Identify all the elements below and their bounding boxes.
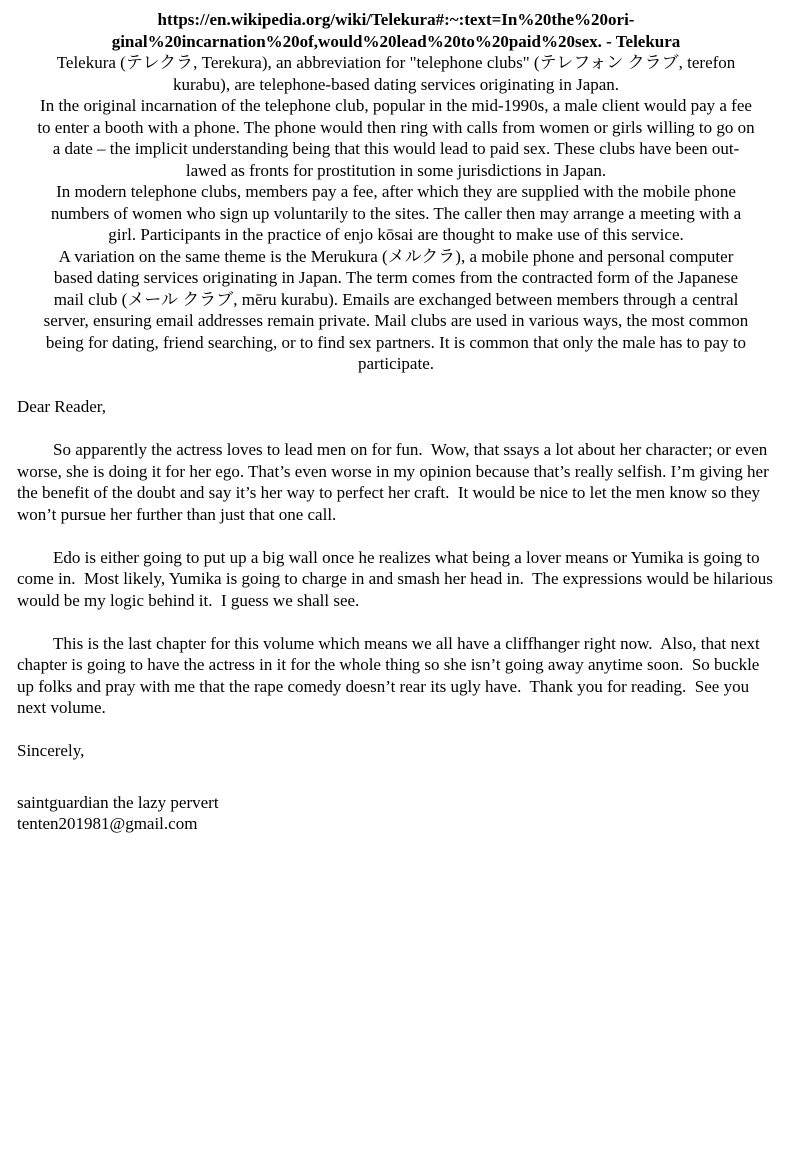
excerpt-line: to enter a booth with a phone. The phone would then ring with calls from women or girls willing to go on — [37, 117, 755, 137]
letter-paragraph-1: So apparently the actress loves to lead men on for fun. Wow, that ssays a lot about her character; or even worse, she is doing it for her ego. That’s even worse in my opinion because that’s really selfish. I’m giving her the benefit of the doubt and say it’s her way to perfect her craft. It would be nice to let the men know so they won’t pursue her further than just that one call. — [17, 440, 769, 524]
excerpt-line: girl. Participants in the practice of enjo kōsai are thought to make use of this service. — [108, 225, 684, 244]
excerpt-line: Telekura (テレクラ, Terekura), an abbreviation for "telephone clubs" (テレフォン クラブ, terefon — [56, 53, 736, 72]
wikipedia-excerpt-block — [17, 9, 775, 375]
excerpt-line: kurabu), are telephone-based dating services originating in Japan. — [172, 74, 620, 94]
excerpt-line: participate. — [358, 354, 434, 373]
signature-email: tenten201981@gmail.com — [17, 814, 198, 833]
source-url-line-2: ginal%20incarnation%20of,would%20lead%20to%20paid%20sex. - Telekura — [111, 31, 681, 51]
excerpt-line: In the original incarnation of the telephone club, popular in the mid-1990s, a male client would pay a fee — [40, 96, 752, 115]
excerpt-line: being for dating, friend searching, or to find sex partners. It is common that only the male has to pay to — [45, 332, 747, 352]
excerpt-line: server, ensuring email addresses remain private. Mail clubs are used in various ways, the most common — [43, 311, 749, 330]
excerpt-line: based dating services originating in Japan. The term comes from the contracted form of the Japanese — [53, 268, 739, 287]
excerpt-line: mail club (メール クラブ, mēru kurabu). Emails are exchanged between members through a central — [53, 289, 739, 309]
excerpt-line: a date – the implicit understanding being that this would lead to paid sex. These clubs have been out- — [52, 139, 740, 158]
signature-name: saintguardian the lazy pervert — [17, 792, 219, 812]
letter-paragraph-3: This is the last chapter for this volume which means we all have a cliffhanger right now. Also, that next chapter is going to have the actress in it for the whole thing so she isn’t going away anytime soon. So buckle up folks and pray with me that the rape comedy doesn’t rear its ugly have. Thank you for reading. See you next volume. — [17, 633, 760, 717]
excerpt-line: lawed as fronts for prostitution in some jurisdictions in Japan. — [185, 160, 607, 180]
letter-salutation: Dear Reader, — [17, 397, 106, 416]
excerpt-line: numbers of women who sign up voluntarily to the sites. The caller then may arrange a meeting with a — [50, 203, 742, 223]
excerpt-line: A variation on the same theme is the Merukura (メルクラ), a mobile phone and personal computer — [58, 246, 734, 266]
reader-letter — [17, 396, 775, 835]
letter-paragraph-2: Edo is either going to put up a big wall once he realizes what being a lover means or Yumika is going to come in. Most likely, Yumika is going to charge in and smash her head in. The expressions would be hilarious would be my logic behind it. I guess we shall see. — [17, 547, 773, 610]
source-url-line-1: https://en.wikipedia.org/wiki/Telekura#:~:text=In%20the%20ori- — [157, 10, 635, 29]
excerpt-line: In modern telephone clubs, members pay a fee, after which they are supplied with the mobile phone — [56, 182, 736, 201]
letter-closing: Sincerely, — [17, 741, 85, 760]
